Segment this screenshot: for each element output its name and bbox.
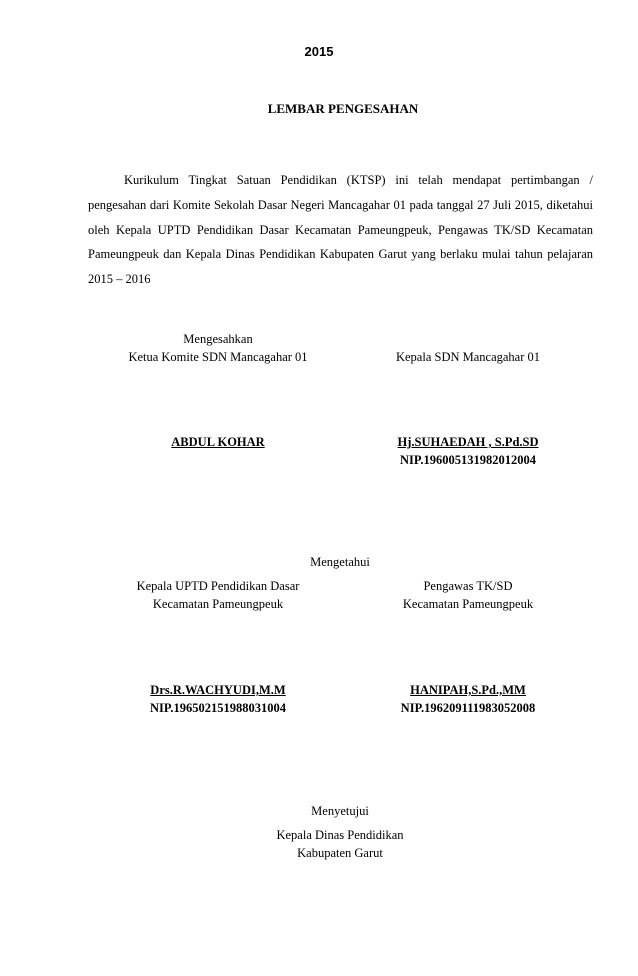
- nip-suhaedah: NIP.196005131982012004: [399, 453, 536, 467]
- signatory-komite: [88, 433, 348, 451]
- name-suhaedah: Hj.SUHAEDAH , S.Pd.SD: [397, 435, 539, 449]
- heading-menyetujui: Menyetujui: [311, 804, 369, 818]
- sig-block-pengawas: [338, 577, 598, 613]
- role-pengawas-line1: Pengawas TK/SD: [423, 579, 513, 593]
- role-kepala-sdn: Kepala SDN Mancagahar 01: [395, 350, 541, 364]
- signatory-kepala-sdn: [338, 433, 598, 469]
- sig-block-uptd: [88, 577, 348, 613]
- signatory-uptd: [88, 681, 348, 717]
- signatory-pengawas: [338, 681, 598, 717]
- nip-wachyudi: NIP.196502151988031004: [149, 701, 286, 715]
- role-dinas-line2: Kabupaten Garut: [297, 846, 383, 860]
- heading-mengetahui: Mengetahui: [310, 555, 370, 569]
- page-title: LEMBAR PENGESAHAN: [267, 101, 419, 116]
- name-wachyudi: Drs.R.WACHYUDI,M.M: [150, 683, 286, 697]
- name-abdul-kohar: ABDUL KOHAR: [171, 435, 265, 449]
- role-dinas-line1: Kepala Dinas Pendidikan: [276, 828, 404, 842]
- role-ketua-komite: Ketua Komite SDN Mancagahar 01: [128, 350, 308, 364]
- name-hanipah: HANIPAH,S.Pd.,MM: [410, 683, 526, 697]
- nip-hanipah: NIP.196209111983052008: [400, 701, 536, 715]
- heading-mengesahkan: Mengesahkan: [183, 332, 253, 346]
- role-uptd-line1: Kepala UPTD Pendidikan Dasar: [136, 579, 300, 593]
- document-year: 2015: [304, 44, 334, 59]
- sig-block-komite: [88, 330, 348, 366]
- sig-block-kepala-sdn: [338, 348, 598, 366]
- sig-block-dinas: [210, 826, 470, 862]
- role-uptd-line2: Kecamatan Pameungpeuk: [152, 597, 284, 611]
- role-pengawas-line2: Kecamatan Pameungpeuk: [402, 597, 534, 611]
- body-paragraph: Kurikulum Tingkat Satuan Pendidikan (KTSP) ini telah mendapat pertimbangan / pengesahan dari Komite Sekolah Dasar Negeri Mancagahar 01 pada tanggal 27 Juli 2015, diketahui oleh Kepala UPTD Pendidikan Dasar Kecamatan Pameungpeuk, Pengawas TK/SD Kecamatan Pameungpeuk dan Kepala Dinas Pendidikan Kabupaten Garut yang berlaku mulai tahun pelajaran 2015 – 2016: [88, 173, 593, 287]
